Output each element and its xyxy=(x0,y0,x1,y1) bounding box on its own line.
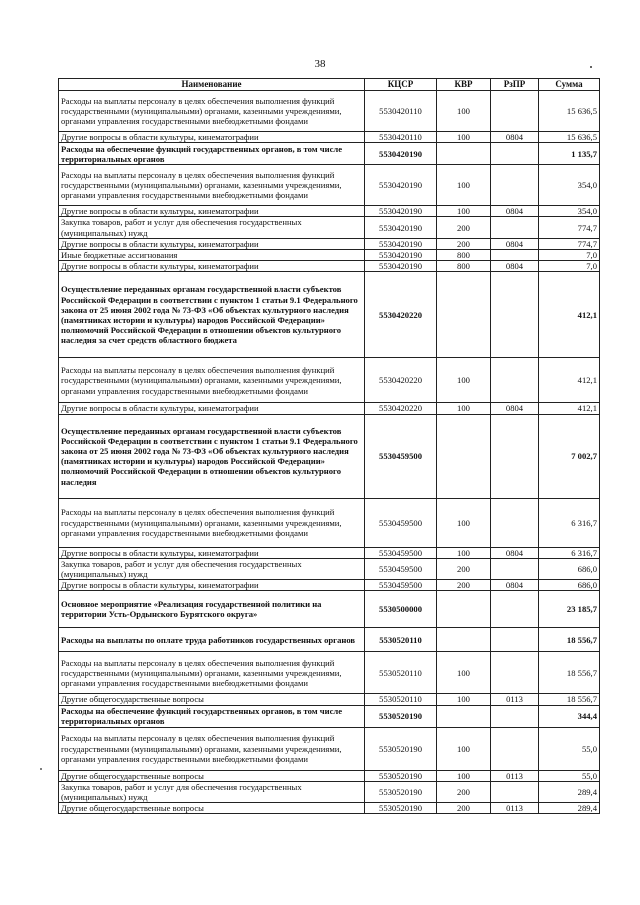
row-sum: 15 636,5 xyxy=(539,91,600,132)
row-sum: 7,0 xyxy=(539,261,600,272)
row-sum: 289,4 xyxy=(539,803,600,814)
table-row xyxy=(59,727,600,770)
row-kcsr: 5530520190 xyxy=(365,770,437,781)
row-sum: 55,0 xyxy=(539,770,600,781)
row-kvr: 200 xyxy=(437,580,491,591)
row-kcsr: 5530420220 xyxy=(365,358,437,403)
row-rzpr xyxy=(491,591,539,628)
table-row xyxy=(59,591,600,628)
row-kcsr: 5530459500 xyxy=(365,414,437,498)
row-name: Расходы на выплаты по оплате труда работников государственных органов xyxy=(59,628,365,652)
table-row xyxy=(59,770,600,781)
row-name: Закупка товаров, работ и услуг для обеспечения государственных (муниципальных) нужд xyxy=(59,217,365,238)
table-row xyxy=(59,803,600,814)
row-kvr: 100 xyxy=(437,770,491,781)
row-name: Другие вопросы в области культуры, кинематографии xyxy=(59,206,365,217)
row-sum: 289,4 xyxy=(539,781,600,802)
row-name: Другие вопросы в области культуры, кинематографии xyxy=(59,580,365,591)
row-sum: 15 636,5 xyxy=(539,132,600,143)
row-sum: 18 556,7 xyxy=(539,652,600,694)
row-name: Иные бюджетные ассигнования xyxy=(59,250,365,261)
row-kcsr: 5530420190 xyxy=(365,261,437,272)
row-sum: 686,0 xyxy=(539,558,600,579)
row-kvr xyxy=(437,705,491,727)
row-sum: 7,0 xyxy=(539,250,600,261)
row-name: Другие вопросы в области культуры, кинематографии xyxy=(59,132,365,143)
header-sum: Сумма xyxy=(539,79,600,91)
row-rzpr xyxy=(491,558,539,579)
row-name: Основное мероприятие «Реализация государственной политики на территории Усть-Ордынского Бурятского округа» xyxy=(59,591,365,628)
row-name: Расходы на обеспечение функций государственных органов, в том числе территориальных органов xyxy=(59,705,365,727)
scan-speck xyxy=(40,768,42,770)
row-sum: 7 002,7 xyxy=(539,414,600,498)
row-rzpr xyxy=(491,628,539,652)
row-sum: 344,4 xyxy=(539,705,600,727)
row-name: Расходы на выплаты персоналу в целях обеспечения выполнения функций государственными (муниципальными) органами, казенными учреждениями, органами управления государственными внебюджетными фондами xyxy=(59,358,365,403)
row-sum: 1 135,7 xyxy=(539,143,600,165)
scan-speck xyxy=(590,66,592,68)
row-rzpr xyxy=(491,652,539,694)
row-sum: 55,0 xyxy=(539,727,600,770)
row-kcsr: 5530459500 xyxy=(365,547,437,558)
row-name: Расходы на выплаты персоналу в целях обеспечения выполнения функций государственными (муниципальными) органами, казенными учреждениями, органами управления государственными внебюджетными фондами xyxy=(59,727,365,770)
table-row xyxy=(59,652,600,694)
header-kcsr: КЦСР xyxy=(365,79,437,91)
header-kvr: КВР xyxy=(437,79,491,91)
page-number: 38 xyxy=(314,58,326,70)
row-kcsr: 5530520110 xyxy=(365,652,437,694)
row-kcsr: 5530420220 xyxy=(365,272,437,358)
row-kvr xyxy=(437,591,491,628)
row-name: Другие общегосударственные вопросы xyxy=(59,694,365,705)
row-kvr xyxy=(437,143,491,165)
row-sum: 774,7 xyxy=(539,217,600,238)
row-sum: 774,7 xyxy=(539,238,600,249)
row-sum: 412,1 xyxy=(539,403,600,414)
row-sum: 6 316,7 xyxy=(539,547,600,558)
row-name: Другие общегосударственные вопросы xyxy=(59,803,365,814)
row-kcsr: 5530420190 xyxy=(365,206,437,217)
table-header-row xyxy=(59,79,600,91)
row-rzpr xyxy=(491,91,539,132)
table-row xyxy=(59,272,600,358)
row-kvr: 100 xyxy=(437,694,491,705)
row-rzpr xyxy=(491,272,539,358)
row-kvr: 100 xyxy=(437,547,491,558)
row-name: Закупка товаров, работ и услуг для обеспечения государственных (муниципальных) нужд xyxy=(59,558,365,579)
row-sum: 23 185,7 xyxy=(539,591,600,628)
table-row xyxy=(59,403,600,414)
table-row xyxy=(59,547,600,558)
row-sum: 412,1 xyxy=(539,358,600,403)
table-row xyxy=(59,165,600,206)
row-rzpr: 0113 xyxy=(491,770,539,781)
row-kvr: 100 xyxy=(437,652,491,694)
row-rzpr: 0804 xyxy=(491,132,539,143)
row-rzpr: 0804 xyxy=(491,547,539,558)
row-rzpr: 0804 xyxy=(491,403,539,414)
row-kvr: 200 xyxy=(437,558,491,579)
row-rzpr xyxy=(491,705,539,727)
row-kcsr: 5530459500 xyxy=(365,558,437,579)
row-kvr: 100 xyxy=(437,165,491,206)
row-rzpr xyxy=(491,781,539,802)
table-row xyxy=(59,580,600,591)
table-row xyxy=(59,358,600,403)
row-kvr: 100 xyxy=(437,403,491,414)
row-kcsr: 5530520190 xyxy=(365,803,437,814)
row-rzpr: 0804 xyxy=(491,206,539,217)
row-kvr: 100 xyxy=(437,206,491,217)
row-kvr: 800 xyxy=(437,250,491,261)
table-row xyxy=(59,132,600,143)
row-sum: 412,1 xyxy=(539,272,600,358)
row-rzpr: 0113 xyxy=(491,694,539,705)
row-kcsr: 5530420190 xyxy=(365,238,437,249)
row-name: Осуществление переданных органам государственной власти субъектов Российской Федерации в соответствии с пунктом 1 статьи 9.1 Федерального закона от 25 июня 2002 года № 73-ФЗ «Об объектах культурного наследия (памятниках истории и культуры) народов Российской Федерации» полномочий Российской Федерации в отношении объектов культурного наследия за счет средств областного бюджета xyxy=(59,272,365,358)
table-row xyxy=(59,498,600,547)
row-rzpr xyxy=(491,727,539,770)
row-name: Другие вопросы в области культуры, кинематографии xyxy=(59,261,365,272)
row-sum: 686,0 xyxy=(539,580,600,591)
row-kcsr: 5530420110 xyxy=(365,91,437,132)
row-rzpr: 0804 xyxy=(491,238,539,249)
row-sum: 354,0 xyxy=(539,206,600,217)
row-kcsr: 5530520110 xyxy=(365,628,437,652)
row-rzpr xyxy=(491,414,539,498)
table-row xyxy=(59,781,600,802)
row-kcsr: 5530520110 xyxy=(365,694,437,705)
table-row xyxy=(59,705,600,727)
row-kcsr: 5530420220 xyxy=(365,403,437,414)
table-row xyxy=(59,261,600,272)
row-sum: 18 556,7 xyxy=(539,628,600,652)
row-name: Осуществление переданных органам государственной власти субъектов Российской Федерации в соответствии с пунктом 1 статьи 9.1 Федерального закона от 25 июня 2002 года № 73-ФЗ «Об объектах культурного наследия (памятниках истории и культуры) народов Российской Федерации» полномочий Российской Федерации в отношении объектов культурного наследия xyxy=(59,414,365,498)
row-sum: 18 556,7 xyxy=(539,694,600,705)
row-kcsr: 5530459500 xyxy=(365,580,437,591)
row-sum: 6 316,7 xyxy=(539,498,600,547)
row-rzpr xyxy=(491,143,539,165)
row-kcsr: 5530420190 xyxy=(365,143,437,165)
row-kcsr: 5530520190 xyxy=(365,705,437,727)
row-kcsr: 5530500000 xyxy=(365,591,437,628)
row-kvr xyxy=(437,414,491,498)
row-rzpr: 0804 xyxy=(491,580,539,591)
row-kcsr: 5530420110 xyxy=(365,132,437,143)
row-sum: 354,0 xyxy=(539,165,600,206)
table-row xyxy=(59,206,600,217)
row-rzpr: 0113 xyxy=(491,803,539,814)
row-name: Расходы на выплаты персоналу в целях обеспечения выполнения функций государственными (муниципальными) органами, казенными учреждениями, органами управления государственными внебюджетными фондами xyxy=(59,91,365,132)
row-kvr: 200 xyxy=(437,217,491,238)
row-kcsr: 5530420190 xyxy=(365,217,437,238)
row-name: Расходы на выплаты персоналу в целях обеспечения выполнения функций государственными (муниципальными) органами, казенными учреждениями, органами управления государственными внебюджетными фондами xyxy=(59,498,365,547)
row-kvr: 200 xyxy=(437,803,491,814)
row-name: Расходы на выплаты персоналу в целях обеспечения выполнения функций государственными (муниципальными) органами, казенными учреждениями, органами управления государственными внебюджетными фондами xyxy=(59,652,365,694)
row-kcsr: 5530520190 xyxy=(365,727,437,770)
header-rzpr: РзПР xyxy=(491,79,539,91)
row-rzpr: 0804 xyxy=(491,261,539,272)
header-name: Наименование xyxy=(59,79,365,91)
row-kvr: 800 xyxy=(437,261,491,272)
table-row xyxy=(59,250,600,261)
row-kvr xyxy=(437,628,491,652)
row-name: Расходы на выплаты персоналу в целях обеспечения выполнения функций государственными (муниципальными) органами, казенными учреждениями, органами управления государственными внебюджетными фондами xyxy=(59,165,365,206)
row-rzpr xyxy=(491,250,539,261)
table-row xyxy=(59,91,600,132)
row-kvr: 100 xyxy=(437,358,491,403)
table-row xyxy=(59,217,600,238)
row-name: Другие вопросы в области культуры, кинематографии xyxy=(59,238,365,249)
budget-table xyxy=(58,78,600,814)
row-kcsr: 5530459500 xyxy=(365,498,437,547)
table-row xyxy=(59,694,600,705)
row-kcsr: 5530420190 xyxy=(365,165,437,206)
row-name: Другие общегосударственные вопросы xyxy=(59,770,365,781)
row-kvr xyxy=(437,272,491,358)
row-rzpr xyxy=(491,217,539,238)
row-kvr: 200 xyxy=(437,238,491,249)
row-kvr: 100 xyxy=(437,498,491,547)
row-name: Закупка товаров, работ и услуг для обеспечения государственных (муниципальных) нужд xyxy=(59,781,365,802)
row-name: Другие вопросы в области культуры, кинематографии xyxy=(59,403,365,414)
row-rzpr xyxy=(491,165,539,206)
row-kvr: 200 xyxy=(437,781,491,802)
row-kvr: 100 xyxy=(437,132,491,143)
row-kvr: 100 xyxy=(437,727,491,770)
table-row xyxy=(59,628,600,652)
row-name: Расходы на обеспечение функций государственных органов, в том числе территориальных органов xyxy=(59,143,365,165)
row-kcsr: 5530520190 xyxy=(365,781,437,802)
row-rzpr xyxy=(491,358,539,403)
row-name: Другие вопросы в области культуры, кинематографии xyxy=(59,547,365,558)
row-kvr: 100 xyxy=(437,91,491,132)
table-row xyxy=(59,414,600,498)
table-row xyxy=(59,238,600,249)
table-row xyxy=(59,143,600,165)
row-rzpr xyxy=(491,498,539,547)
table-row xyxy=(59,558,600,579)
row-kcsr: 5530420190 xyxy=(365,250,437,261)
